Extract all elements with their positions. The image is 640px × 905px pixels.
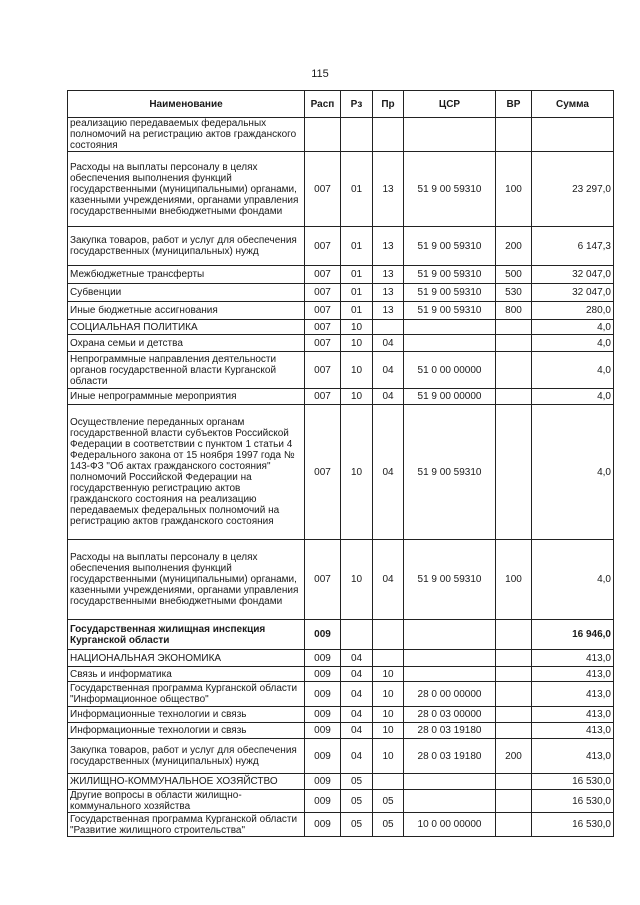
cell-rz: 04 (341, 723, 373, 739)
cell-sum: 413,0 (532, 739, 614, 774)
cell-rasp: 009 (305, 790, 341, 813)
table-row (68, 682, 614, 707)
table-row (68, 152, 614, 227)
cell-rz: 10 (341, 352, 373, 389)
cell-rz: 01 (341, 227, 373, 266)
table-row (68, 790, 614, 813)
cell-sum: 4,0 (532, 335, 614, 352)
cell-pr (373, 320, 404, 335)
cell-sum: 4,0 (532, 405, 614, 540)
cell-csr: 51 9 00 59310 (404, 227, 496, 266)
cell-name: Другие вопросы в области жилищно-коммунального хозяйства (68, 790, 305, 813)
cell-csr: 28 0 03 19180 (404, 739, 496, 774)
cell-pr: 10 (373, 739, 404, 774)
cell-name: реализацию передаваемых федеральных полномочий на регистрацию актов гражданского состояния (68, 118, 305, 152)
table-row (68, 302, 614, 320)
cell-pr: 04 (373, 352, 404, 389)
cell-rz: 05 (341, 790, 373, 813)
cell-rz: 10 (341, 540, 373, 620)
cell-name: НАЦИОНАЛЬНАЯ ЭКОНОМИКА (68, 650, 305, 667)
cell-sum: 4,0 (532, 540, 614, 620)
cell-rasp: 009 (305, 813, 341, 837)
cell-sum: 413,0 (532, 682, 614, 707)
cell-rasp: 007 (305, 320, 341, 335)
cell-rasp: 009 (305, 682, 341, 707)
cell-csr (404, 118, 496, 152)
cell-csr: 51 9 00 59310 (404, 540, 496, 620)
cell-sum: 413,0 (532, 707, 614, 723)
cell-pr: 10 (373, 667, 404, 682)
cell-name: Государственная программа Курганской области "Развитие жилищного строительства" (68, 813, 305, 837)
cell-name: Охрана семьи и детства (68, 335, 305, 352)
table-row (68, 266, 614, 284)
cell-vr (496, 813, 532, 837)
cell-rz: 01 (341, 284, 373, 302)
cell-rz: 05 (341, 813, 373, 837)
cell-rz: 04 (341, 667, 373, 682)
cell-rz: 04 (341, 707, 373, 723)
table-row (68, 405, 614, 540)
table-row (68, 620, 614, 650)
table-row (68, 118, 614, 152)
cell-rasp: 009 (305, 723, 341, 739)
cell-rasp: 007 (305, 352, 341, 389)
cell-csr: 51 9 00 59310 (404, 266, 496, 284)
cell-sum: 4,0 (532, 352, 614, 389)
cell-rz: 05 (341, 774, 373, 790)
cell-vr (496, 320, 532, 335)
cell-sum: 413,0 (532, 667, 614, 682)
table-row (68, 667, 614, 682)
header-vr: ВР (496, 91, 532, 118)
cell-sum: 16 530,0 (532, 813, 614, 837)
cell-rz (341, 620, 373, 650)
cell-pr: 05 (373, 790, 404, 813)
cell-rz: 10 (341, 405, 373, 540)
cell-name: Закупка товаров, работ и услуг для обеспечения государственных (муниципальных) нужд (68, 739, 305, 774)
budget-table (67, 90, 614, 837)
cell-csr: 28 0 00 00000 (404, 682, 496, 707)
cell-name: Расходы на выплаты персоналу в целях обеспечения выполнения функций государственными (муниципальными) органами, казенными учреждениями, органами управления государственными внебюджетными фондами (68, 540, 305, 620)
cell-rasp: 007 (305, 284, 341, 302)
cell-csr: 51 9 00 59310 (404, 152, 496, 227)
cell-csr: 28 0 03 00000 (404, 707, 496, 723)
cell-rasp: 007 (305, 335, 341, 352)
cell-rz: 04 (341, 650, 373, 667)
cell-pr: 04 (373, 389, 404, 405)
cell-vr: 530 (496, 284, 532, 302)
cell-vr (496, 118, 532, 152)
cell-sum: 16 530,0 (532, 790, 614, 813)
cell-name: Осуществление переданных органам государственной власти субъектов Российской Федерации в соответствии с пунктом 1 статьи 4 Федерального закона от 15 ноября 1997 года № 143-ФЗ "Об актах гражданского состояния" полномочий Российской Федерации на государственную регистрацию актов гражданского состояния на реализацию передаваемых федеральных полномочий на регистрацию актов гражданского состояния (68, 405, 305, 540)
table-row (68, 320, 614, 335)
cell-rasp: 007 (305, 152, 341, 227)
table-row (68, 284, 614, 302)
cell-rasp: 009 (305, 707, 341, 723)
cell-rasp: 009 (305, 620, 341, 650)
cell-rasp: 009 (305, 774, 341, 790)
cell-vr (496, 650, 532, 667)
cell-vr (496, 335, 532, 352)
cell-pr: 13 (373, 227, 404, 266)
cell-vr (496, 352, 532, 389)
cell-csr (404, 335, 496, 352)
cell-sum: 32 047,0 (532, 266, 614, 284)
cell-pr (373, 774, 404, 790)
cell-vr: 100 (496, 540, 532, 620)
cell-csr (404, 320, 496, 335)
cell-name: Информационные технологии и связь (68, 707, 305, 723)
cell-name: Государственная программа Курганской области "Информационное общество" (68, 682, 305, 707)
cell-sum: 23 297,0 (532, 152, 614, 227)
cell-csr: 51 9 00 00000 (404, 389, 496, 405)
table-row (68, 739, 614, 774)
cell-vr: 200 (496, 227, 532, 266)
cell-pr: 10 (373, 707, 404, 723)
cell-vr (496, 667, 532, 682)
cell-name: Межбюджетные трансферты (68, 266, 305, 284)
cell-sum: 280,0 (532, 302, 614, 320)
cell-csr: 28 0 03 19180 (404, 723, 496, 739)
cell-sum: 16 946,0 (532, 620, 614, 650)
cell-rz (341, 118, 373, 152)
cell-pr (373, 620, 404, 650)
cell-sum: 4,0 (532, 389, 614, 405)
cell-name: Закупка товаров, работ и услуг для обеспечения государственных (муниципальных) нужд (68, 227, 305, 266)
cell-sum: 32 047,0 (532, 284, 614, 302)
cell-vr (496, 723, 532, 739)
cell-rasp: 009 (305, 667, 341, 682)
table-row (68, 352, 614, 389)
cell-rasp: 007 (305, 540, 341, 620)
cell-sum: 413,0 (532, 723, 614, 739)
cell-vr: 500 (496, 266, 532, 284)
cell-rz: 10 (341, 389, 373, 405)
cell-pr: 04 (373, 405, 404, 540)
header-sum: Сумма (532, 91, 614, 118)
cell-pr (373, 118, 404, 152)
cell-csr (404, 620, 496, 650)
table-row (68, 707, 614, 723)
cell-vr (496, 682, 532, 707)
cell-rz: 01 (341, 302, 373, 320)
cell-vr: 200 (496, 739, 532, 774)
cell-pr: 10 (373, 723, 404, 739)
cell-rasp: 007 (305, 302, 341, 320)
header-rz: Рз (341, 91, 373, 118)
table-row (68, 389, 614, 405)
cell-name: Государственная жилищная инспекция Курганской области (68, 620, 305, 650)
cell-rasp: 007 (305, 227, 341, 266)
cell-pr: 10 (373, 682, 404, 707)
table-row (68, 650, 614, 667)
header-rasp: Расп (305, 91, 341, 118)
table-row (68, 723, 614, 739)
cell-sum: 413,0 (532, 650, 614, 667)
cell-rz: 01 (341, 266, 373, 284)
cell-csr: 51 9 00 59310 (404, 284, 496, 302)
cell-pr: 13 (373, 152, 404, 227)
cell-name: Субвенции (68, 284, 305, 302)
cell-rasp: 007 (305, 266, 341, 284)
table-row (68, 774, 614, 790)
cell-vr (496, 774, 532, 790)
table-row (68, 813, 614, 837)
cell-pr: 13 (373, 284, 404, 302)
cell-vr (496, 405, 532, 540)
cell-vr (496, 389, 532, 405)
cell-rz: 04 (341, 682, 373, 707)
cell-pr: 04 (373, 335, 404, 352)
cell-name: ЖИЛИЩНО-КОММУНАЛЬНОЕ ХОЗЯЙСТВО (68, 774, 305, 790)
cell-name: Непрограммные направления деятельности органов государственной власти Курганской области (68, 352, 305, 389)
cell-vr: 800 (496, 302, 532, 320)
cell-rz: 10 (341, 320, 373, 335)
cell-name: Связь и информатика (68, 667, 305, 682)
cell-csr: 10 0 00 00000 (404, 813, 496, 837)
table-row (68, 540, 614, 620)
page-number: 115 (311, 68, 329, 80)
cell-sum: 4,0 (532, 320, 614, 335)
cell-name: Расходы на выплаты персоналу в целях обеспечения выполнения функций государственными (муниципальными) органами, казенными учреждениями, органами управления государственными внебюджетными фондами (68, 152, 305, 227)
cell-vr (496, 707, 532, 723)
cell-pr: 13 (373, 302, 404, 320)
cell-rz: 10 (341, 335, 373, 352)
cell-name: Иные непрограммные мероприятия (68, 389, 305, 405)
cell-pr: 05 (373, 813, 404, 837)
cell-name: СОЦИАЛЬНАЯ ПОЛИТИКА (68, 320, 305, 335)
cell-vr (496, 620, 532, 650)
cell-vr (496, 790, 532, 813)
cell-rasp: 009 (305, 650, 341, 667)
cell-rz: 04 (341, 739, 373, 774)
header-name: Наименование (68, 91, 305, 118)
cell-sum (532, 118, 614, 152)
cell-csr (404, 790, 496, 813)
cell-csr (404, 650, 496, 667)
header-pr: Пр (373, 91, 404, 118)
table-header-row (68, 91, 614, 118)
cell-pr: 04 (373, 540, 404, 620)
cell-pr (373, 650, 404, 667)
cell-rasp: 009 (305, 739, 341, 774)
cell-csr (404, 667, 496, 682)
table-row (68, 335, 614, 352)
cell-pr: 13 (373, 266, 404, 284)
cell-rasp (305, 118, 341, 152)
cell-rasp: 007 (305, 405, 341, 540)
cell-csr: 51 9 00 59310 (404, 302, 496, 320)
cell-sum: 16 530,0 (532, 774, 614, 790)
cell-rz: 01 (341, 152, 373, 227)
cell-csr: 51 9 00 59310 (404, 405, 496, 540)
cell-csr: 51 0 00 00000 (404, 352, 496, 389)
cell-name: Иные бюджетные ассигнования (68, 302, 305, 320)
cell-csr (404, 774, 496, 790)
cell-name: Информационные технологии и связь (68, 723, 305, 739)
table-row (68, 227, 614, 266)
header-csr: ЦСР (404, 91, 496, 118)
cell-vr: 100 (496, 152, 532, 227)
cell-rasp: 007 (305, 389, 341, 405)
cell-sum: 6 147,3 (532, 227, 614, 266)
